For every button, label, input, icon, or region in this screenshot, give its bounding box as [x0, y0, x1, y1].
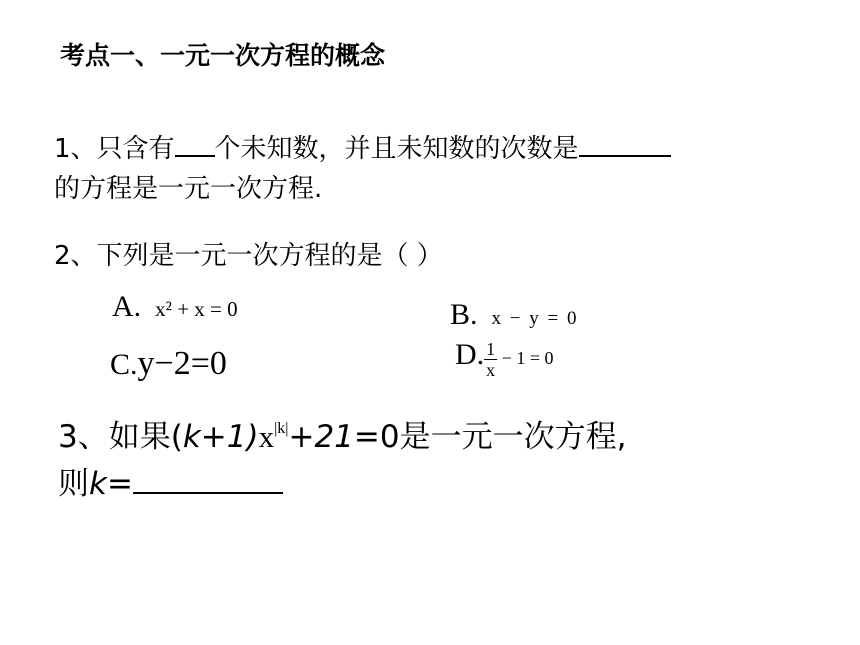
question-1-line-2: 的方程是一元一次方程. — [54, 174, 323, 204]
q3-exponent: |k| — [274, 420, 289, 437]
option-d-denominator: x — [486, 360, 496, 380]
q3-line2-eq: = — [106, 466, 133, 502]
option-b — [450, 298, 578, 332]
q3-variable-k: k — [182, 419, 201, 455]
option-d-fraction — [484, 339, 497, 380]
q3-plus-21: +21 — [288, 419, 354, 455]
option-a-expression: x² + x = 0 — [155, 297, 238, 321]
question-1-line-1 — [54, 128, 671, 165]
q1-text-middle: 个未知数，并且未知数的次数是 — [214, 134, 579, 164]
section-title: 考点一、一元一次方程的概念 — [60, 41, 386, 70]
q3-prefix: 3、如果( — [58, 419, 183, 455]
option-d — [455, 338, 553, 380]
option-c-letter: C. — [110, 348, 138, 381]
option-c — [110, 345, 227, 383]
q3-line2-prefix: 则 — [58, 466, 89, 502]
q3-answer-blank — [133, 466, 283, 494]
q1-text-start: 1、只含有 — [54, 134, 175, 164]
option-b-expression: x − y = 0 — [491, 308, 579, 329]
q3-plus-one: +1) — [200, 419, 259, 455]
question-3-line-1 — [58, 411, 626, 456]
option-a — [112, 290, 238, 324]
option-c-expression: y−2=0 — [137, 345, 227, 382]
option-d-numerator: 1 — [486, 339, 496, 359]
option-a-letter: A. — [112, 290, 142, 323]
option-b-letter: B. — [450, 298, 478, 331]
q1-blank-degree — [579, 133, 671, 157]
q3-tail: =0是一元一次方程, — [353, 419, 627, 455]
question-3-line-2 — [58, 458, 283, 503]
q1-blank-count — [175, 133, 215, 157]
option-d-letter: D. — [455, 338, 485, 371]
q3-variable-x: x — [258, 419, 275, 454]
option-d-expression-rest: − 1 = 0 — [497, 348, 554, 368]
question-2-stem: 2、下列是一元一次方程的是（ ） — [54, 241, 443, 271]
q3-line2-k: k — [89, 466, 107, 502]
